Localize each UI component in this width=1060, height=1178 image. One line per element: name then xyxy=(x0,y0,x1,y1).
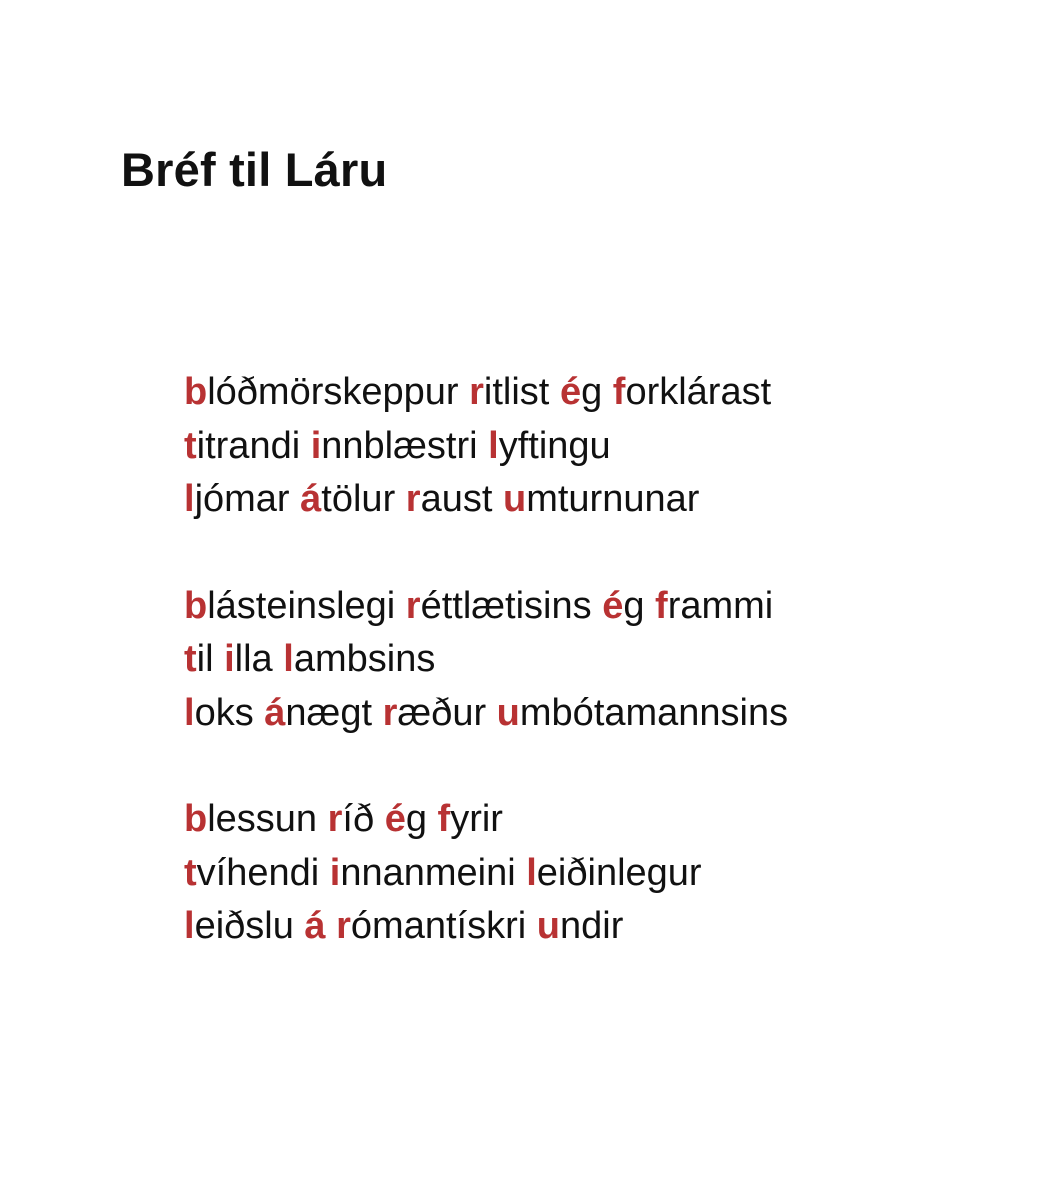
poem-line xyxy=(184,793,788,847)
acrostic-letter: é xyxy=(602,584,624,627)
word-rest: tölur xyxy=(321,478,396,520)
poem-word xyxy=(300,478,395,520)
acrostic-letter: t xyxy=(184,424,197,467)
word-rest: oks xyxy=(194,691,254,734)
word-rest: mbótamannsins xyxy=(519,691,789,734)
acrostic-letter: u xyxy=(502,478,527,520)
poem-word xyxy=(655,585,773,627)
poem-word xyxy=(311,425,478,467)
poem-word xyxy=(184,852,319,894)
poem-word xyxy=(328,798,375,840)
word-rest: lessun xyxy=(207,798,318,840)
word-rest: ambsins xyxy=(293,638,436,680)
poem-word xyxy=(184,478,290,520)
poem-word xyxy=(184,798,317,840)
word-rest: víhendi xyxy=(196,851,320,894)
acrostic-letter: á xyxy=(300,478,322,520)
poem-title: Bréf til Láru xyxy=(121,143,388,196)
acrostic-letter: b xyxy=(184,584,208,627)
poem-word xyxy=(503,478,699,520)
word-rest: æður xyxy=(397,691,487,734)
poem-word xyxy=(184,638,214,680)
acrostic-letter: á xyxy=(304,905,326,947)
poem-line xyxy=(184,687,788,741)
acrostic-letter: l xyxy=(488,424,499,467)
poem-word xyxy=(526,852,701,894)
poem-line xyxy=(184,900,788,954)
acrostic-letter: l xyxy=(184,691,195,734)
word-rest: yrir xyxy=(450,798,503,840)
acrostic-letter: f xyxy=(437,798,451,840)
poem-line xyxy=(184,473,788,527)
poem-word xyxy=(406,585,592,627)
poem-word xyxy=(304,905,325,947)
poem-word xyxy=(438,798,503,840)
word-rest: nægt xyxy=(285,691,373,734)
acrostic-letter: b xyxy=(184,798,208,840)
poem-word xyxy=(224,638,273,680)
poem-line xyxy=(184,420,788,474)
acrostic-letter: l xyxy=(283,638,294,680)
poem-line xyxy=(184,366,788,420)
acrostic-letter: b xyxy=(184,371,208,413)
stanza xyxy=(184,793,788,954)
acrostic-letter: l xyxy=(526,851,537,894)
poem-word xyxy=(383,692,487,734)
acrostic-letter: r xyxy=(405,584,421,627)
poem-word xyxy=(488,425,611,467)
poem-word xyxy=(497,692,788,734)
word-rest: nnanmeini xyxy=(340,851,516,894)
word-rest: itlist xyxy=(483,371,550,413)
poem-word xyxy=(560,371,602,413)
poem-word xyxy=(184,425,300,467)
word-rest: ómantískri xyxy=(350,905,527,947)
word-rest: mturnunar xyxy=(526,478,700,520)
poem-word xyxy=(385,798,427,840)
word-rest: nnblæstri xyxy=(321,424,478,467)
poem-body xyxy=(184,366,788,954)
stanza xyxy=(184,580,788,741)
acrostic-letter: i xyxy=(224,638,235,680)
poem-word xyxy=(469,371,549,413)
poem-word xyxy=(537,905,624,947)
word-rest: itrandi xyxy=(196,424,301,467)
poem-word xyxy=(406,478,493,520)
acrostic-letter: t xyxy=(184,851,197,894)
word-rest: ndir xyxy=(559,905,624,947)
acrostic-letter: é xyxy=(384,798,406,840)
acrostic-letter: f xyxy=(612,371,626,413)
acrostic-letter: r xyxy=(327,798,343,840)
poem-line xyxy=(184,633,788,687)
acrostic-letter: á xyxy=(264,691,286,734)
acrostic-letter: f xyxy=(655,584,668,627)
acrostic-letter: r xyxy=(469,371,484,413)
word-rest: jómar xyxy=(194,478,290,520)
acrostic-letter: i xyxy=(329,851,341,894)
poem-line xyxy=(184,847,788,901)
acrostic-letter: é xyxy=(559,371,582,413)
acrostic-letter: t xyxy=(184,638,197,680)
acrostic-letter: u xyxy=(496,691,520,734)
word-rest: g xyxy=(581,371,603,413)
poem-word xyxy=(184,371,459,413)
poem-word xyxy=(184,905,294,947)
word-rest: lóðmörskeppur xyxy=(207,371,459,413)
acrostic-letter: r xyxy=(336,905,351,947)
stanza xyxy=(184,366,788,527)
poem-word xyxy=(330,852,516,894)
word-rest: aust xyxy=(420,478,493,520)
acrostic-letter: l xyxy=(184,478,195,520)
word-rest: g xyxy=(405,798,427,840)
poem-word xyxy=(602,585,644,627)
word-rest: éttlætisins xyxy=(420,584,592,627)
poem-word xyxy=(336,905,526,947)
word-rest: il xyxy=(196,638,214,680)
poem-word xyxy=(184,692,254,734)
word-rest: íð xyxy=(342,798,375,840)
poem-word xyxy=(283,638,435,680)
poem-line xyxy=(184,580,788,634)
word-rest: lla xyxy=(234,638,273,680)
acrostic-letter: i xyxy=(310,424,322,467)
word-rest: orklárast xyxy=(625,371,772,413)
acrostic-letter: r xyxy=(405,478,421,520)
acrostic-letter: l xyxy=(184,905,195,947)
poem-word xyxy=(264,692,372,734)
poem-word xyxy=(613,371,771,413)
acrostic-letter: u xyxy=(536,905,560,947)
acrostic-letter: r xyxy=(382,691,398,734)
word-rest: eiðslu xyxy=(194,905,294,947)
poem-word xyxy=(184,585,395,627)
word-rest: yftingu xyxy=(498,424,611,467)
word-rest: lásteinslegi xyxy=(207,584,396,627)
word-rest: eiðinlegur xyxy=(536,851,702,894)
word-rest: rammi xyxy=(667,584,774,627)
word-rest: g xyxy=(623,584,645,627)
